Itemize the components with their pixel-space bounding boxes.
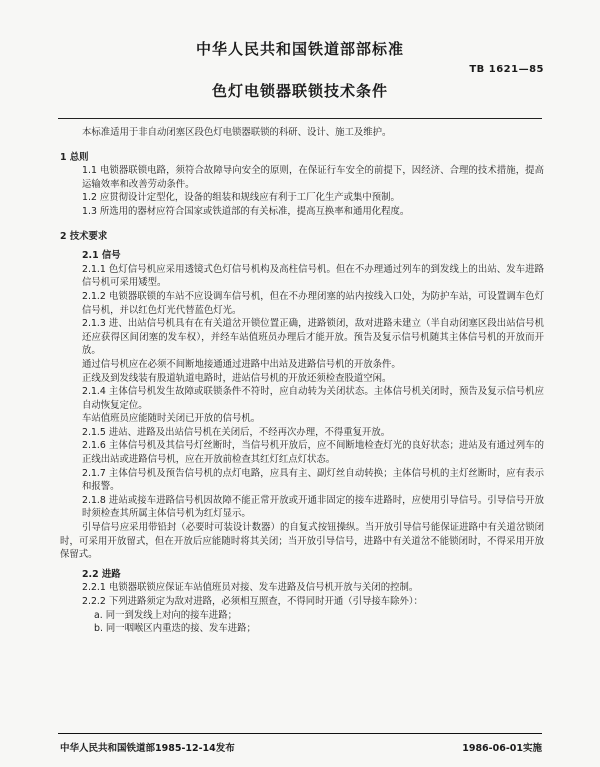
top-divider — [58, 118, 542, 119]
standard-header: 中华人民共和国铁道部部标准 — [195, 40, 404, 58]
effective-date: 1986-06-01实施 — [462, 743, 542, 754]
list-item-a: a. 同一到发线上对向的接车进路； — [94, 609, 237, 621]
clause-2-1-4: 2.1.4 主体信号机发生故障或联锁条件不符时，应自动转为关闭状态。主体信号机关闭时，预告及复示信号机应自动恢复定位。 — [82, 386, 544, 411]
clause-1-3: 1.3 所选用的器材应符合国家或铁道部的有关标准，提高互换率和通用化程度。 — [82, 205, 410, 217]
issue-date: 中华人民共和国铁道部1985-12-14发布 — [60, 743, 235, 754]
clause-2-2-heading: 2.2 进路 — [82, 568, 121, 580]
clause-2-1-3-note-a: 通过信号机应在必须不间断地接通通过进路中出站及进路信号机的开放条件。 — [82, 358, 401, 370]
clause-2-1-5: 2.1.5 进站、进路及出站信号机在关闭后，不经再次办理，不得重复开放。 — [82, 426, 391, 438]
clause-1-2: 1.2 应贯彻设计定型化，设备的组装和规线应有利于工厂化生产或集中预制。 — [82, 192, 400, 204]
clause-2-1-8-note: 引导信号应采用带铅封（必要时可装设计数器）的自复式按钮操纵。当开放引导信号能保证进路中有关道岔锁闭时，可采用开放留式，但在开放后应能随时将其关闭；当开放引导信号，进路中有关道岔不能锁闭时，不得采用开放保留式。 — [60, 522, 544, 561]
clause-2-1-3: 2.1.3 进、出站信号机具有在有关道岔开锁位置正确，进路锁闭，敌对进路未建立（半自动闭塞区段出站信号机还应获得区间闭塞的发车权），并经车站值班员办理后才能开放。预告及复示信号机随其主体信号机的开放而开放。 — [82, 318, 544, 357]
list-item-b: b. 同一咽喉区内重迭的接、发车进路； — [94, 623, 256, 635]
section-2-heading: 2 技术要求 — [60, 230, 108, 242]
clause-2-1-4-note: 车站值班员应能随时关闭已开放的信号机。 — [82, 413, 261, 425]
standard-code: TB 1621—85 — [469, 64, 544, 75]
clause-2-1-heading: 2.1 信号 — [82, 250, 121, 262]
clause-2-1-8: 2.1.8 进站或接车进路信号机因故障不能正常开放或开通非固定的接车进路时，应使用引导信号。引导信号开放时须检查其所属主体信号机为红灯显示。 — [82, 494, 544, 520]
clause-2-1-3-note-b: 正线及到发线装有股道轨道电路时，进站信号机的开放还须检查股道空闲。 — [82, 372, 392, 384]
clause-2-2-1: 2.2.1 电锁器联锁应保证车站值班员对接、发车进路及信号机开放与关闭的控制。 — [82, 582, 419, 594]
clause-2-2-2: 2.2.2 下列进路须定为敌对进路，必须相互照查，不得同时开通（引导接车除外）： — [82, 596, 423, 607]
clause-1-1: 1.1 电锁器联锁电路，须符合故障导向安全的原则，在保证行车安全的前提下，因经济、合理的技术措施，提高运输效率和改善劳动条件。 — [82, 165, 544, 190]
clause-2-1-7: 2.1.7 主体信号机及预告信号机的点灯电路，应具有主、副灯丝自动转换；主体信号机的主灯丝断时，应有表示和报警。 — [82, 467, 544, 493]
clause-2-1-2: 2.1.2 电锁器联锁的车站不应设调车信号机，但在不办理闭塞的站内按线入口处，为防护车站，可设置调车色灯信号机，并以红色灯光代替蓝色灯光。 — [82, 290, 544, 316]
clause-2-1-1: 2.1.1 色灯信号机应采用透镜式色灯信号机构及高柱信号机。但在不办理通过列车的到发线上的出站、发车进路信号机可采用矮型。 — [82, 263, 544, 289]
document-title: 色灯电锁器联锁技术条件 — [211, 82, 388, 100]
document-body — [60, 126, 544, 636]
clause-2-1-6: 2.1.6 主体信号机及其信号灯丝断时，当信号机开放后，应不间断地检查灯光的良好状态；进站及有通过列车的正线出站或进路信号机，应在开放前检查其红灯红点灯状态。 — [82, 440, 544, 466]
intro-paragraph: 本标准适用于非自动闭塞区段色灯电锁器联锁的科研、设计、施工及维护。 — [82, 127, 392, 138]
bottom-divider — [58, 733, 542, 734]
section-1-heading: 1 总则 — [60, 151, 89, 163]
